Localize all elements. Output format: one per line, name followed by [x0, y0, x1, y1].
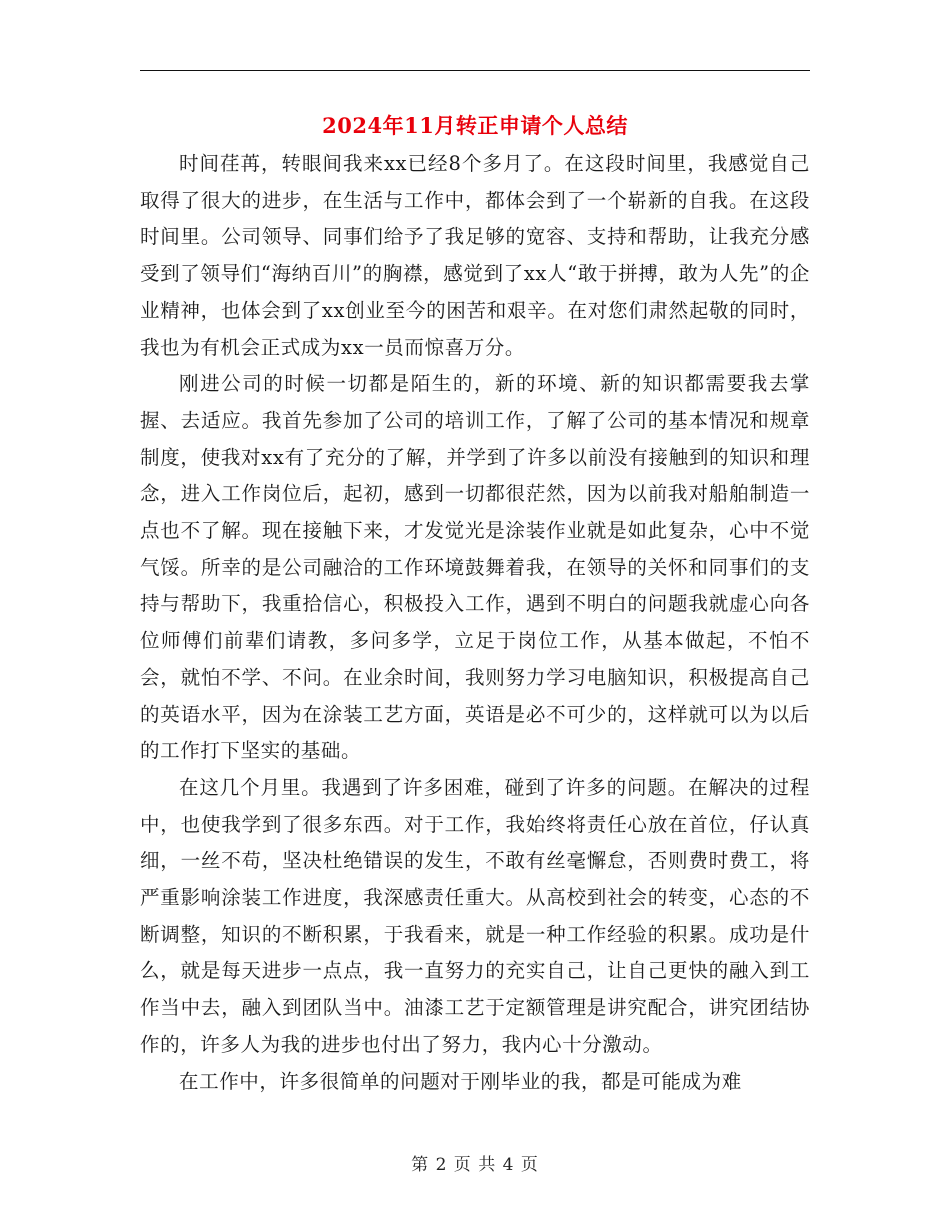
document-title: 2024年11月转正申请个人总结 — [322, 113, 628, 138]
paragraph: 在这几个月里。我遇到了许多困难，碰到了许多的问题。在解决的过程中，也使我学到了很多东西。对于工作，我始终将责任心放在首位，仔认真细，一丝不苟，坚决杜绝错误的发生，不敢有丝毫懈怠，否则费时费工，将严重影响涂装工作进度，我深感责任重大。从高校到社会的转变，心态的不断调整，知识的不断积累，于我看来，就是一种工作经验的积累。成功是什么，就是每天进步一点点，我一直努力的充实自己，让自己更快的融入到工作当中去，融入到团队当中。油漆工艺于定额管理是讲究配合，讲究团结协作的，许多人为我的进步也付出了努力，我内心十分激动。 — [140, 775, 810, 1056]
document-body — [140, 146, 810, 1100]
header-rule — [140, 70, 810, 71]
paragraph: 刚进公司的时候一切都是陌生的，新的环境、新的知识都需要我去掌握、去适应。我首先参加了公司的培训工作，了解了公司的基本情况和规章制度，使我对xx有了充分的了解，并学到了许多以前没有接触到的知识和理念，进入工作岗位后，起初，感到一切都很茫然，因为以前我对船舶制造一点也不了解。现在接触下来，才发觉光是涂装作业就是如此复杂，心中不觉气馁。所幸的是公司融洽的工作环境鼓舞着我，在领导的关怀和同事们的支持与帮助下，我重拾信心，积极投入工作，遇到不明白的问题我就虚心向各位师傅们前辈们请教，多问多学，立足于岗位工作，从基本做起，不怕不会，就怕不学、不问。在业余时间，我则努力学习电脑知识，积极提高自己的英语水平，因为在涂装工艺方面，英语是必不可少的，这样就可以为以后的工作打下坚实的基础。 — [140, 372, 810, 763]
paragraph: 在工作中，许多很简单的问题对于刚毕业的我，都是可能成为难 — [179, 1069, 742, 1093]
page-number: 第 2 页 共 4 页 — [411, 1155, 539, 1175]
paragraph: 时间荏苒，转眼间我来xx已经8个多月了。在这段时间里，我感觉自己取得了很大的进步，在生活与工作中，都体会到了一个崭新的自我。在这段时间里。公司领导、同事们给予了我足够的宽容、支持和帮助，让我充分感受到了领导们“海纳百川”的胸襟，感觉到了xx人“敢于拼搏，敢为人先”的企业精神，也体会到了xx创业至今的困苦和艰辛。在对您们肃然起敬的同时，我也为有机会正式成为xx一员而惊喜万分。 — [140, 152, 810, 359]
